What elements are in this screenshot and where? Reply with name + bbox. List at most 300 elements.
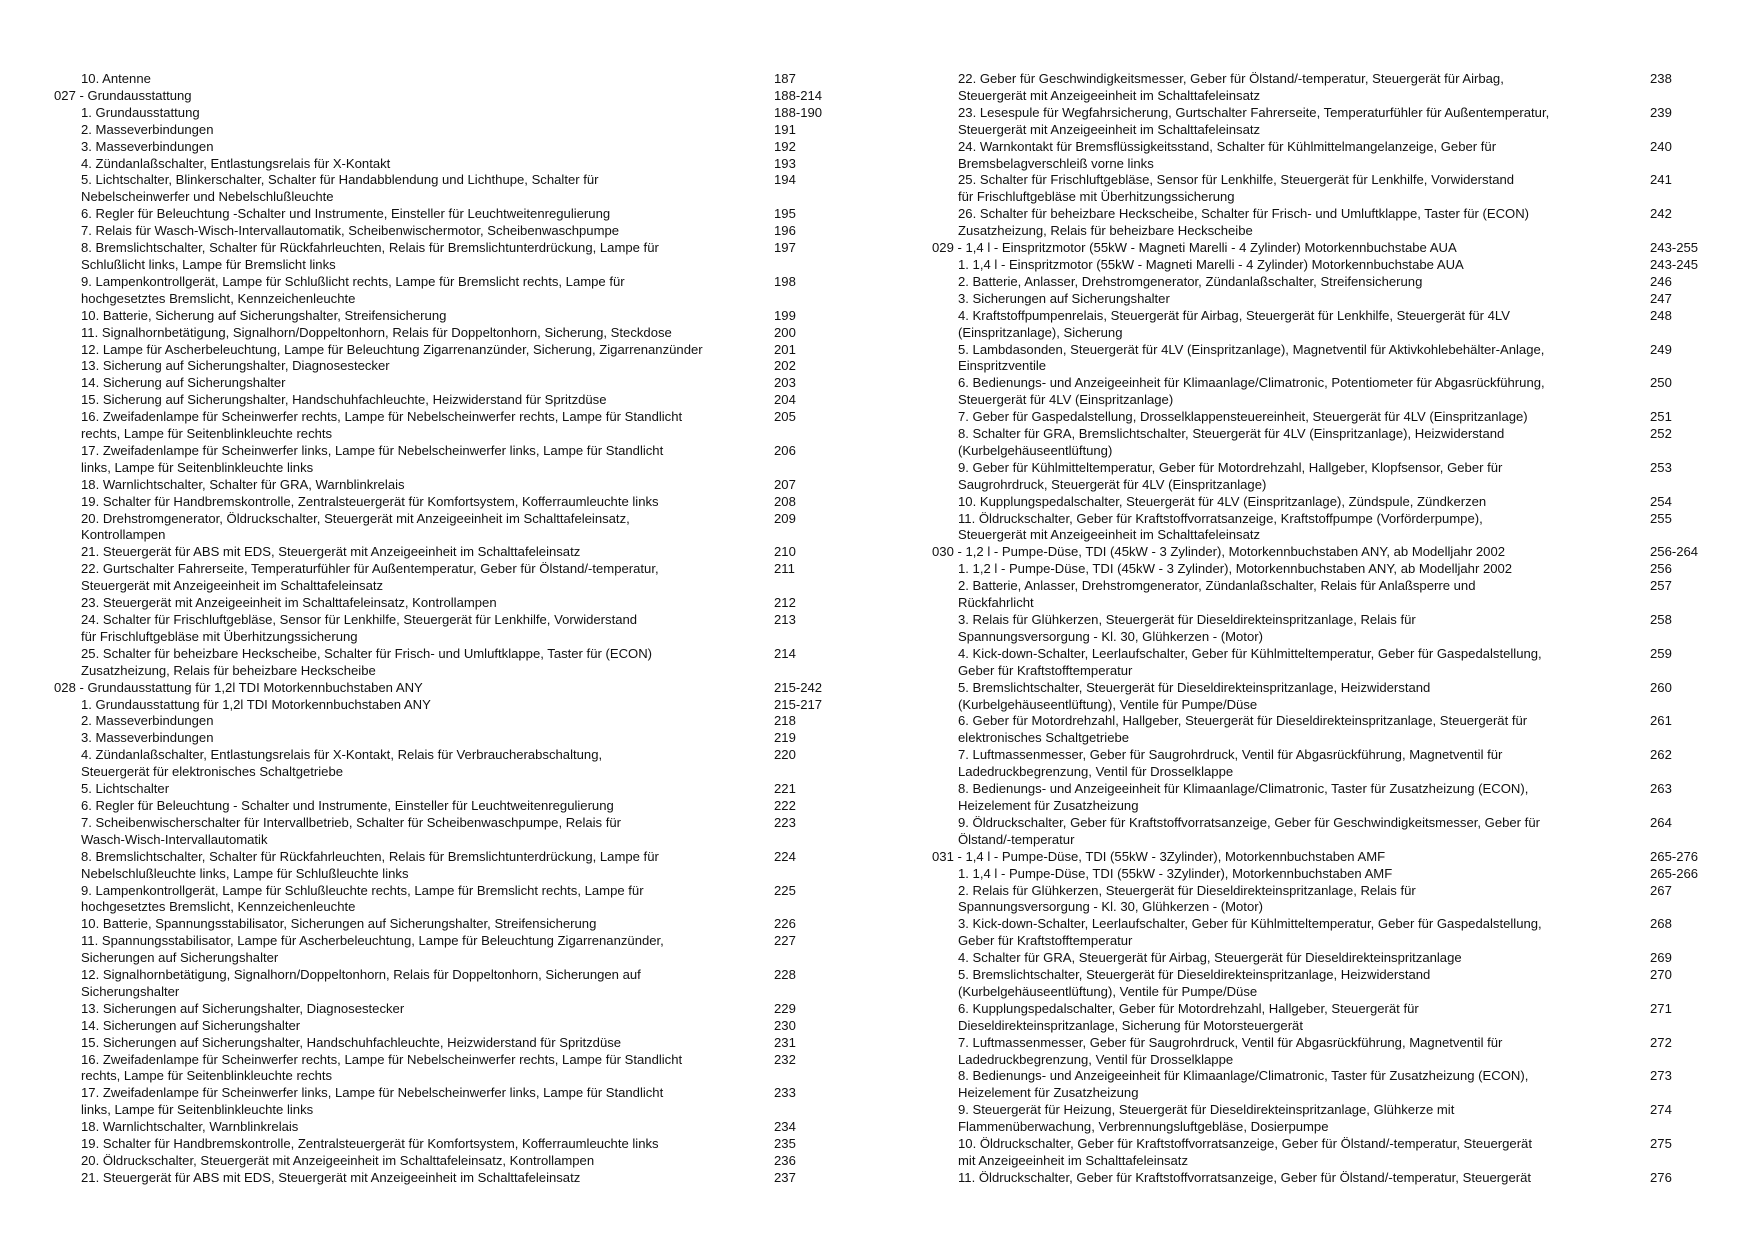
toc-entry-line: 7. Luftmassenmesser, Geber für Saugrohrdruck, Ventil für Abgasrückführung, Magnetventil für [958,747,1503,763]
toc-entry-text [932,172,1650,206]
toc-entry-line: 6. Kupplungspedalschalter, Geber für Motordrehzahl, Hallgeber, Steuergerät für [958,1000,1419,1016]
toc-entry-line: 4. Zündanlaßschalter, Entlastungsrelais für X-Kontakt [81,155,391,171]
toc-entry-line: rechts, Lampe für Seitenblinkleuchte rechts [81,426,333,442]
toc-page-number: 209 [774,510,796,526]
toc-entry [54,815,834,849]
toc-page-number: 226 [774,916,796,932]
toc-entry [54,1052,834,1086]
toc-page-number: 198 [774,273,796,289]
toc-entry-text [932,375,1650,409]
toc-entry-text [932,1001,1650,1035]
toc-entry [54,105,834,122]
toc-entry-line: 14. Sicherung auf Sicherungshalter [81,375,286,391]
toc-entry-text [932,916,1650,950]
toc-entry-text [932,815,1650,849]
toc-entry-line: Einspritzventile [958,358,1047,374]
toc-entry-line: 6. Bedienungs- und Anzeigeeinheit für Klimaanlage/Climatronic, Potentiometer für Abgasrückführung, [958,375,1545,391]
toc-entry-line: 24. Warnkontakt für Bremsflüssigkeitsstand, Schalter für Kühlmittelmangelanzeige, Geber für [958,138,1497,154]
toc-entry-line: Kontrollampen [81,527,166,543]
toc-entry [932,257,1722,274]
toc-entry-text [54,223,774,240]
toc-entry [932,967,1722,1001]
toc-entry-line: links, Lampe für Seitenblinkleuchte links [81,459,314,475]
toc-entry-line: 5. Lichtschalter, Blinkerschalter, Schalter für Handabblendung und Lichthupe, Schalter für [81,172,599,188]
toc-page-number: 207 [774,476,796,492]
toc-entry-line: Ladedruckbegrenzung, Ventil für Drosselklappe [958,764,1234,780]
toc-entry-text [932,257,1650,274]
toc-entry-text [54,544,774,561]
toc-entry [54,308,834,325]
toc-entry-line: 3. Relais für Glühkerzen, Steuergerät für Dieseldirekteinspritzanlage, Relais für [958,612,1416,627]
toc-entry-line: Steuergerät für 4LV (Einspritzanlage) [958,392,1174,408]
toc-entry [54,494,834,511]
toc-entry-line: 2. Batterie, Anlasser, Drehstromgenerator, Zündanlaßschalter, Streifensicherung [958,273,1423,289]
toc-entry [932,375,1722,409]
toc-entry [932,1102,1722,1136]
toc-page-number: 188-214 [774,87,823,103]
toc-entry [932,950,1722,967]
toc-entry-text [54,342,774,359]
toc-entry-text [932,612,1650,646]
toc-entry-text [54,1001,774,1018]
toc-entry-text [932,1035,1650,1069]
toc-entry-line: 5. Lichtschalter [81,781,170,797]
toc-entry [54,781,834,798]
toc-entry-text [932,291,1650,308]
toc-entry [54,1035,834,1052]
toc-entry-text [54,815,774,849]
toc-entry-line: Saugrohrdruck, Steuergerät für 4LV (Einspritzanlage) [958,476,1267,492]
toc-entry-line: 6. Geber für Motordrehzahl, Hallgeber, Steuergerät für Dieseldirekteinspritzanlage, Steuergerät für [958,713,1528,729]
toc-entry-text [54,206,774,223]
toc-page-number: 262 [1650,747,1672,763]
toc-entry [54,967,834,1001]
toc-entry-line: Steuergerät mit Anzeigeeinheit im Schalttafeleinsatz [958,527,1261,543]
toc-entry [54,1136,834,1153]
toc-entry-line: Spannungsversorgung - Kl. 30, Glühkerzen - (Motor) [958,899,1263,915]
toc-entry-text [54,88,774,105]
toc-entry-text [54,511,774,545]
toc-entry-line: 14. Sicherungen auf Sicherungshalter [81,1017,301,1033]
toc-entry-line: 16. Zweifadenlampe für Scheinwerfer rechts, Lampe für Nebelscheinwerfer rechts, Lampe für Standlicht [81,409,683,425]
toc-entry-line: 18. Warnlichtschalter, Warnblinkrelais [81,1119,299,1135]
toc-entry-line: 031 - 1,4 l - Pumpe-Düse, TDI (55kW - 3Zylinder), Motorkennbuchstaben AMF [932,848,1386,864]
toc-entry-text [932,274,1650,291]
toc-entry-text [54,139,774,156]
toc-entry-line: 11. Öldruckschalter, Geber für Kraftstoffvorratsanzeige, Geber für Ölstand/-temperatur, Steuergerät [958,1169,1532,1185]
toc-entry [54,933,834,967]
toc-section-heading [932,240,1722,257]
toc-entry-text [932,1170,1650,1187]
toc-page-number: 195 [774,206,796,222]
toc-entry [54,477,834,494]
toc-entry [54,443,834,477]
toc-page-number: 264 [1650,814,1672,830]
toc-entry [932,1068,1722,1102]
toc-page-number: 268 [1650,916,1672,932]
toc-page-number: 225 [774,882,796,898]
toc-entry-text [932,460,1650,494]
toc-page-number: 200 [774,324,796,340]
toc-entry-line: 4. Kick-down-Schalter, Leerlaufschalter, Geber für Kühlmitteltemperatur, Geber für Gaspedalstellung, [958,645,1542,661]
toc-page-number: 270 [1650,967,1672,983]
toc-entry [54,1170,834,1187]
toc-page-number: 196 [774,223,796,239]
toc-entry [54,697,834,714]
toc-entry [932,713,1722,747]
toc-entry-text [54,1085,774,1119]
toc-entry [54,646,834,680]
toc-entry-line: 7. Luftmassenmesser, Geber für Saugrohrdruck, Ventil für Abgasrückführung, Magnetventil für [958,1034,1503,1050]
toc-entry-line: 8. Bremslichtschalter, Schalter für Rückfahrleuchten, Relais für Bremslichtunterdrückung, Lampe für [81,240,659,256]
toc-entry-line: 5. Bremslichtschalter, Steuergerät für Dieseldirekteinspritzanlage, Heizwiderstand [958,967,1431,983]
toc-entry-line: 8. Bedienungs- und Anzeigeeinheit für Klimaanlage/Climatronic, Taster für Zusatzheizung (ECON), [958,781,1529,797]
toc-entry [54,1085,834,1119]
toc-entry-line: 22. Geber für Geschwindigkeitsmesser, Geber für Ölstand/-temperatur, Steuergerät für Airbag, [958,71,1504,86]
toc-entry [54,139,834,156]
toc-page-number: 238 [1650,71,1672,86]
toc-entry-text [932,646,1650,680]
toc-entry-text [54,561,774,595]
toc-entry [932,409,1722,426]
toc-entry-line: hochgesetztes Bremslicht, Kennzeichenleuchte [81,290,356,306]
toc-entry-line: hochgesetztes Bremslicht, Kennzeichenleuchte [81,899,356,915]
toc-entry-line: 9. Öldruckschalter, Geber für Kraftstoffvorratsanzeige, Geber für Geschwindigkeitsmesser, Geber für [958,814,1540,830]
toc-entry-text [932,426,1650,460]
toc-page-number: 211 [774,561,795,577]
toc-section-heading [54,680,834,697]
toc-entry-text [54,392,774,409]
toc-entry-line: 25. Schalter für Frischluftgebläse, Sensor für Lenkhilfe, Steuergerät für Lenkhilfe, Vorwiderstand [958,172,1515,188]
toc-entry-line: 2. Masseverbindungen [81,121,214,137]
toc-entry [54,206,834,223]
toc-page-number: 276 [1650,1169,1672,1185]
toc-entry-line: elektronisches Schaltgetriebe [958,730,1130,746]
toc-entry-text [932,680,1650,714]
toc-entry [54,122,834,139]
toc-entry [932,494,1722,511]
toc-entry-line: (Kurbelgehäuseentlüftung) [958,442,1113,458]
toc-page-number: 269 [1650,950,1672,966]
toc-entry [54,1119,834,1136]
toc-entry-line: 8. Bedienungs- und Anzeigeeinheit für Klimaanlage/Climatronic, Taster für Zusatzheizung (ECON), [958,1068,1529,1084]
toc-entry-text [932,1136,1650,1170]
toc-entry-line: 9. Lampenkontrollgerät, Lampe für Schlußleuchte rechts, Lampe für Bremslicht rechts, Lampe für [81,882,644,898]
toc-entry-line: 15. Sicherung auf Sicherungshalter, Handschuhfachleuchte, Heizwiderstand für Spritzdüse [81,392,607,408]
toc-entry [932,71,1722,105]
toc-page-number: 246 [1650,273,1672,289]
toc-entry-text [54,1052,774,1086]
toc-page-number: 194 [774,172,796,188]
toc-entry-line: 3. Sicherungen auf Sicherungshalter [958,290,1170,306]
toc-page-number: 233 [774,1085,796,1101]
toc-entry-line: Ladedruckbegrenzung, Ventil für Drosselklappe [958,1051,1234,1067]
toc-entry-line: Zusatzheizung, Relais für beheizbare Heckscheibe [81,662,376,678]
toc-entry [932,139,1722,173]
toc-entry [54,747,834,781]
toc-page-number: 242 [1650,206,1672,222]
toc-entry-text [932,342,1650,376]
toc-entry-line: Heizelement für Zusatzheizung [958,1085,1139,1101]
toc-left-column [54,71,834,1187]
toc-entry-line: 20. Drehstromgenerator, Öldruckschalter, Steuergerät mit Anzeigeeinheit im Schalttafeleinsatz, [81,510,630,526]
toc-entry-line: 11. Öldruckschalter, Geber für Kraftstoffvorratsanzeige, Kraftstoffpumpe (Vorförderpumpe), [958,510,1483,526]
toc-page-number: 249 [1650,341,1672,357]
toc-entry-line: (Einspritzanlage), Sicherung [958,324,1123,340]
toc-entry-line: Dieseldirekteinspritzanlage, Sicherung für Motorsteuergerät [958,1017,1303,1033]
toc-entry-line: 5. Bremslichtschalter, Steuergerät für Dieseldirekteinspritzanlage, Heizwiderstand [958,679,1431,695]
toc-entry-text [54,477,774,494]
toc-entry [54,612,834,646]
toc-entry-line: 3. Masseverbindungen [81,730,214,746]
toc-entry-text [932,409,1650,426]
toc-entry-text [932,561,1650,578]
toc-entry-text [932,206,1650,240]
toc-entry [932,291,1722,308]
toc-entry-line: für Frischluftgebläse mit Überhitzungssicherung [81,628,358,644]
toc-page-number: 231 [774,1034,796,1050]
toc-page-number: 241 [1650,172,1672,188]
toc-entry-line: 030 - 1,2 l - Pumpe-Düse, TDI (45kW - 3 Zylinder), Motorkennbuchstaben ANY, ab Modelljahr 2002 [932,544,1506,560]
toc-entry-line: (Kurbelgehäuseentlüftung), Ventile für Pumpe/Düse [958,696,1258,712]
toc-entry [54,849,834,883]
toc-entry-line: 18. Warnlichtschalter, Schalter für GRA, Warnblinkrelais [81,476,405,492]
toc-page-number: 259 [1650,645,1672,661]
toc-entry-line: (Kurbelgehäuseentlüftung), Ventile für Pumpe/Düse [958,983,1258,999]
toc-page-number: 188-190 [774,104,823,120]
toc-page-number: 215-217 [774,696,823,712]
toc-entry-line: 11. Signalhornbetätigung, Signalhorn/Doppeltonhorn, Relais für Doppeltonhorn, Sicherung, Steckdose [81,324,672,340]
toc-entry-line: links, Lampe für Seitenblinkleuchte links [81,1102,314,1118]
toc-entry-line: 21. Steuergerät für ABS mit EDS, Steuergerät mit Anzeigeeinheit im Schalttafeleinsatz [81,1169,581,1185]
toc-page-number: 243-255 [1650,240,1699,256]
toc-entry-line: 10. Öldruckschalter, Geber für Kraftstoffvorratsanzeige, Geber für Ölstand/-temperatur, Steuergerät [958,1136,1532,1152]
toc-entry-line: 1. Grundausstattung für 1,2l TDI Motorkennbuchstaben ANY [81,696,431,712]
toc-entry-line: 3. Kick-down-Schalter, Leerlaufschalter, Geber für Kühlmitteltemperatur, Geber für Gaspedalstellung, [958,916,1542,932]
toc-page-number: 230 [774,1017,796,1033]
toc-entry [54,392,834,409]
toc-entry [932,612,1722,646]
toc-page-number: 205 [774,409,796,425]
toc-entry-text [932,713,1650,747]
toc-entry [54,511,834,545]
toc-entry [932,916,1722,950]
toc-page-number: 261 [1650,713,1672,729]
toc-entry-text [932,544,1650,561]
toc-entry-text [54,274,774,308]
toc-entry-line: 11. Spannungsstabilisator, Lampe für Ascherbeleuchtung, Lampe für Beleuchtung Zigarrenanzünder, [81,933,664,949]
toc-entry-line: 6. Regler für Beleuchtung - Schalter und Instrumente, Einsteller für Leuchtweitenregulierung [81,797,614,813]
toc-entry-text [932,967,1650,1001]
toc-entry-text [54,680,774,697]
toc-entry-text [54,358,774,375]
toc-entry-line: 4. Zündanlaßschalter, Entlastungsrelais für X-Kontakt, Relais für Verbraucherabschaltung, [81,747,603,763]
toc-page-number: 257 [1650,578,1672,594]
toc-entry-line: 8. Bremslichtschalter, Schalter für Rückfahrleuchten, Relais für Bremslichtunterdrückung, Lampe für [81,848,659,864]
toc-entry-text [932,781,1650,815]
toc-page-number: 275 [1650,1136,1672,1152]
toc-page-number: 224 [774,848,796,864]
toc-entry [932,883,1722,917]
toc-page-number: 255 [1650,510,1672,526]
toc-entry-text [932,511,1650,545]
toc-entry-line: Bremsbelagverschleiß vorne links [958,155,1154,171]
toc-entry-line: 029 - 1,4 l - Einspritzmotor (55kW - Magneti Marelli - 4 Zylinder) Motorkennbuchstabe AUA [932,240,1457,256]
toc-entry [54,798,834,815]
toc-entry-line: 5. Lambdasonden, Steuergerät für 4LV (Einspritzanlage), Magnetventil für Aktivkohlebehälter-Anlage, [958,341,1545,357]
toc-entry-line: Rückfahrlicht [958,595,1034,611]
toc-page-number: 193 [774,155,796,171]
toc-entry-line: Steuergerät mit Anzeigeeinheit im Schalttafeleinsatz [958,87,1261,103]
toc-entry [932,680,1722,714]
toc-entry-line: 23. Lesespule für Wegfahrsicherung, Gurtschalter Fahrerseite, Temperaturfühler für Außentemperatur, [958,104,1550,120]
toc-entry-line: 8. Schalter für GRA, Bremslichtschalter, Steuergerät für 4LV (Einspritzanlage), Heizwiderstand [958,426,1505,442]
toc-page-number: 199 [774,307,796,323]
toc-entry-line: 19. Schalter für Handbremskontrolle, Zentralsteuergerät für Komfortsystem, Kofferraumleuchte links [81,1136,659,1152]
toc-entry-text [54,409,774,443]
toc-entry-line: 24. Schalter für Frischluftgebläse, Sensor für Lenkhilfe, Steuergerät für Lenkhilfe, Vorwiderstand [81,612,638,627]
toc-entry-text [54,325,774,342]
toc-entry [932,308,1722,342]
toc-entry-line: 6. Regler für Beleuchtung -Schalter und Instrumente, Einsteller für Leuchtweitenregulierung [81,206,611,222]
toc-entry-line: 1. 1,4 l - Einspritzmotor (55kW - Magneti Marelli - 4 Zylinder) Motorkennbuchstabe AUA [958,256,1464,272]
toc-entry [932,866,1722,883]
toc-page-number: 201 [774,341,796,357]
toc-entry-text [54,240,774,274]
toc-entry [54,274,834,308]
toc-entry-line: Zusatzheizung, Relais für beheizbare Heckscheibe [958,223,1253,239]
toc-entry-text [54,156,774,173]
toc-entry-text [54,883,774,917]
toc-right-column [932,71,1722,1187]
toc-entry [932,561,1722,578]
toc-entry-line: Steuergerät mit Anzeigeeinheit im Schalttafeleinsatz [958,121,1261,137]
toc-entry [932,342,1722,376]
toc-entry [54,409,834,443]
toc-entry-line: 10. Antenne [81,71,151,86]
toc-page-number: 248 [1650,307,1672,323]
toc-entry-text [932,71,1650,105]
toc-entry-text [54,849,774,883]
toc-entry-line: 17. Zweifadenlampe für Scheinwerfer links, Lampe für Nebelscheinwerfer links, Lampe für Standlicht [81,442,664,458]
toc-entry-text [54,646,774,680]
toc-entry-text [54,71,774,88]
toc-page-number: 247 [1650,290,1672,306]
toc-entry-line: 7. Geber für Gaspedalstellung, Drosselklappensteuereinheit, Steuergerät für 4LV (Einspritzanlage) [958,409,1528,425]
toc-entry [932,511,1722,545]
toc-entry [54,325,834,342]
toc-entry-line: Nebelscheinwerfer und Nebelschlußleuchte [81,189,334,205]
toc-entry-line: 9. Lampenkontrollgerät, Lampe für Schlußlicht rechts, Lampe für Bremslicht rechts, Lampe für [81,273,625,289]
toc-entry-text [54,967,774,1001]
toc-page-number: 220 [774,747,796,763]
toc-entry-text [932,494,1650,511]
toc-page-number: 265-266 [1650,865,1699,881]
toc-entry [932,815,1722,849]
toc-entry [54,240,834,274]
toc-page-number: 274 [1650,1102,1672,1118]
toc-entry-text [54,916,774,933]
toc-page-number: 204 [774,392,796,408]
toc-entry-line: 027 - Grundausstattung [54,87,192,103]
toc-entry [54,595,834,612]
toc-entry-line: 9. Steuergerät für Heizung, Steuergerät für Dieseldirekteinspritzanlage, Glühkerze mit [958,1102,1455,1118]
toc-page-number: 213 [774,612,796,627]
toc-entry-line: Steuergerät mit Anzeigeeinheit im Schalttafeleinsatz [81,578,384,594]
toc-entry-text [54,798,774,815]
toc-entry-text [932,105,1650,139]
toc-entry-text [54,375,774,392]
toc-entry [932,1001,1722,1035]
toc-entry-line: 12. Signalhornbetätigung, Signalhorn/Doppeltonhorn, Relais für Doppeltonhorn, Sicherungen auf [81,967,641,983]
toc-entry-line: für Frischluftgebläse mit Überhitzungssicherung [958,189,1235,205]
toc-entry-text [932,747,1650,781]
toc-page-number: 222 [774,797,796,813]
toc-entry-text [54,1018,774,1035]
toc-entry-text [54,1153,774,1170]
toc-page-number: 202 [774,358,796,374]
toc-entry-line: 21. Steuergerät für ABS mit EDS, Steuergerät mit Anzeigeeinheit im Schalttafeleinsatz [81,544,581,560]
toc-entry-text [932,1068,1650,1102]
toc-page-number: 271 [1650,1000,1672,1016]
toc-entry [54,1153,834,1170]
toc-entry-line: 4. Kraftstoffpumpenrelais, Steuergerät für Airbag, Steuergerät für Lenkhilfe, Steuergerät für 4LV [958,307,1510,323]
toc-entry-text [54,697,774,714]
toc-entry-text [54,1119,774,1136]
toc-entry-line: 2. Masseverbindungen [81,713,214,729]
toc-page-number: 243-245 [1650,256,1699,272]
toc-entry [932,1136,1722,1170]
toc-entry-line: 1. Grundausstattung [81,104,200,120]
toc-entry-text [932,849,1650,866]
toc-entry-line: Geber für Kraftstofftemperatur [958,662,1133,678]
toc-entry-line: 15. Sicherungen auf Sicherungshalter, Handschuhfachleuchte, Heizwiderstand für Spritzdüse [81,1034,622,1050]
toc-entry-text [54,730,774,747]
toc-section-heading [54,88,834,105]
toc-entry-line: 19. Schalter für Handbremskontrolle, Zentralsteuergerät für Komfortsystem, Kofferraumleuchte links [81,493,659,509]
toc-entry [932,747,1722,781]
toc-page-number: 263 [1650,781,1672,797]
toc-page-number: 197 [774,240,796,256]
toc-entry [932,1035,1722,1069]
toc-entry-text [54,308,774,325]
toc-page-number: 191 [774,121,796,137]
toc-entry-text [54,1136,774,1153]
toc-entry-text [54,122,774,139]
toc-page-number: 258 [1650,612,1672,627]
toc-page-number: 254 [1650,493,1672,509]
toc-page-number: 237 [774,1169,796,1185]
toc-entry-line: Steuergerät für elektronisches Schaltgetriebe [81,764,344,780]
toc-section-heading [932,849,1722,866]
toc-page-number: 256 [1650,561,1672,577]
toc-page-number: 252 [1650,426,1672,442]
toc-page-number: 210 [774,544,796,560]
toc-entry-line: 17. Zweifadenlampe für Scheinwerfer links, Lampe für Nebelscheinwerfer links, Lampe für Standlicht [81,1085,664,1101]
toc-entry [932,578,1722,612]
toc-entry-line: 1. 1,4 l - Pumpe-Düse, TDI (55kW - 3Zylinder), Motorkennbuchstaben AMF [958,865,1393,881]
toc-entry-text [54,1035,774,1052]
toc-page-number: 239 [1650,104,1672,120]
toc-entry-line: Ölstand/-temperatur [958,831,1075,847]
toc-entry [932,781,1722,815]
toc-entry-line: 7. Scheibenwischerschalter für Intervallbetrieb, Schalter für Scheibenwaschpumpe, Relais für [81,814,622,830]
toc-page-number: 219 [774,730,796,746]
toc-page-number: 253 [1650,459,1672,475]
toc-entry [932,426,1722,460]
toc-entry [54,1018,834,1035]
toc-entry-line: 9. Geber für Kühlmitteltemperatur, Geber für Motordrehzahl, Hallgeber, Klopfsensor, Geber für [958,459,1503,475]
